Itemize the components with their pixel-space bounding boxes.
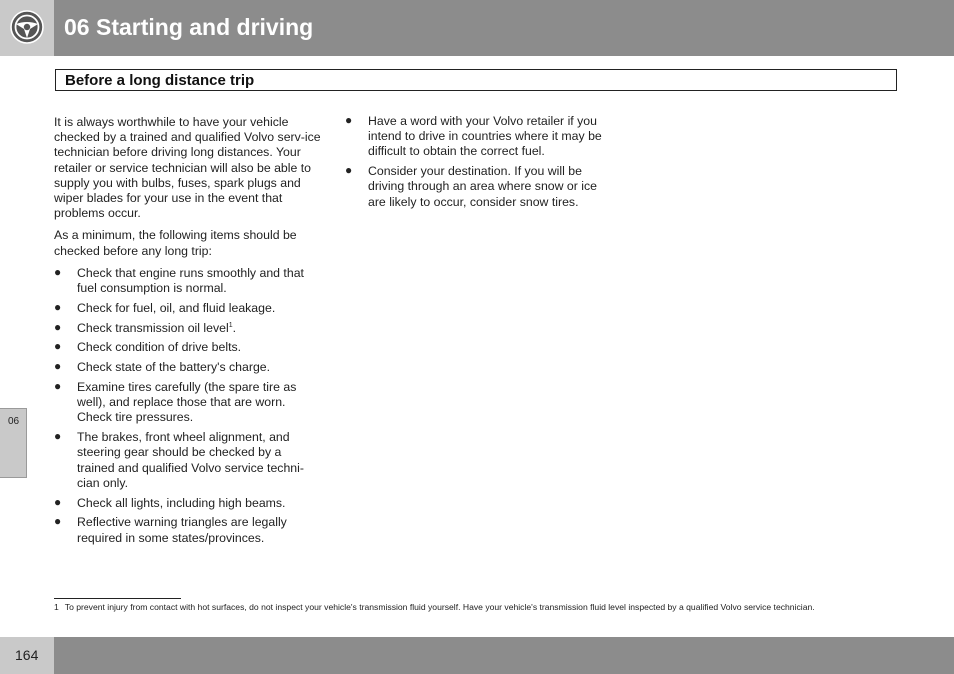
bullet-icon: ●: [54, 359, 62, 374]
steering-wheel-icon: [9, 9, 45, 45]
list-item-text: Consider your destination. If you will be driving through an area where snow or ice are likely to occur, consider snow tires.: [368, 164, 597, 209]
intro-paragraph: It is always worthwhile to have your vehicle checked by a trained and qualified Volvo serv-ice technician before driving long distances. Your retailer or service technician will also be able to supply you with bulbs, fuses, spark plugs and wiper blades for your use in the event that problems occur.: [54, 115, 321, 221]
footnote-text: To prevent injury from contact with hot surfaces, do not inspect your vehicle's transmission fluid yourself. Have your vehicle's transmission fluid level inspected by a qualified Volvo service technician.: [64, 602, 815, 612]
tips-list: [345, 114, 615, 210]
left-column: [54, 115, 322, 550]
list-item: [54, 321, 322, 336]
footer-bar: [54, 637, 954, 674]
section-title: Before a long distance trip: [65, 72, 255, 89]
list-item-text: Check condition of drive belts.: [77, 340, 242, 355]
intro-paragraph: As a minimum, the following items should be checked before any long trip:: [54, 228, 297, 258]
bullet-icon: ●: [54, 514, 62, 529]
list-item: [54, 360, 322, 375]
middle-column: [345, 114, 615, 214]
footnote-reference[interactable]: 1: [228, 321, 233, 329]
list-item-text: Check state of the battery's charge.: [77, 360, 271, 375]
chapter-side-tab[interactable]: [0, 408, 27, 478]
list-item-text: Reflective warning triangles are legally required in some states/provinces.: [77, 515, 287, 545]
list-item-text: Check for fuel, oil, and fluid leakage.: [77, 300, 276, 315]
list-item: [54, 340, 322, 355]
list-item-text: Examine tires carefully (the spare tire as well), and replace those that are worn. Check tire pressures.: [77, 380, 297, 425]
bullet-icon: ●: [54, 319, 62, 334]
list-item: [54, 301, 322, 316]
footnote-marker: 1: [54, 602, 59, 612]
list-item: [54, 496, 322, 511]
list-item: [345, 114, 615, 160]
bullet-icon: ●: [54, 494, 62, 509]
chapter-title: 06 Starting and driving: [64, 14, 314, 40]
bullet-icon: ●: [54, 379, 62, 394]
list-item-text: Have a word with your Volvo retailer if you intend to drive in countries where it may be difficult to obtain the correct fuel.: [368, 114, 602, 159]
bullet-icon: ●: [345, 113, 353, 127]
list-item-text: Check transmission oil level: [77, 320, 229, 335]
list-item-text: Check that engine runs smoothly and that fuel consumption is normal.: [77, 265, 304, 296]
list-item-text: The brakes, front wheel alignment, and steering gear should be checked by a trained and qualified Volvo service techni-cian only.: [77, 430, 304, 490]
bullet-icon: ●: [54, 429, 62, 444]
bullet-icon: ●: [345, 163, 353, 178]
chapter-icon-box: [0, 0, 54, 56]
list-item: [345, 164, 615, 210]
footnote-divider: [54, 598, 181, 599]
section-heading-box: [55, 69, 897, 91]
footnote: [54, 602, 815, 612]
list-item: [54, 515, 322, 545]
list-item-text: Check all lights, including high beams.: [77, 495, 286, 510]
bullet-icon: ●: [54, 339, 62, 354]
list-item-suffix: .: [232, 320, 237, 335]
header-bar: [54, 0, 954, 56]
checklist: [54, 266, 322, 546]
bullet-icon: ●: [54, 299, 62, 314]
list-item: [54, 380, 322, 426]
list-item: [54, 266, 322, 296]
bullet-icon: ●: [54, 264, 62, 279]
page-number: 164: [15, 647, 39, 663]
list-item: [54, 430, 322, 491]
side-tab-label: 06: [8, 416, 20, 427]
page-number-box: [0, 637, 54, 674]
